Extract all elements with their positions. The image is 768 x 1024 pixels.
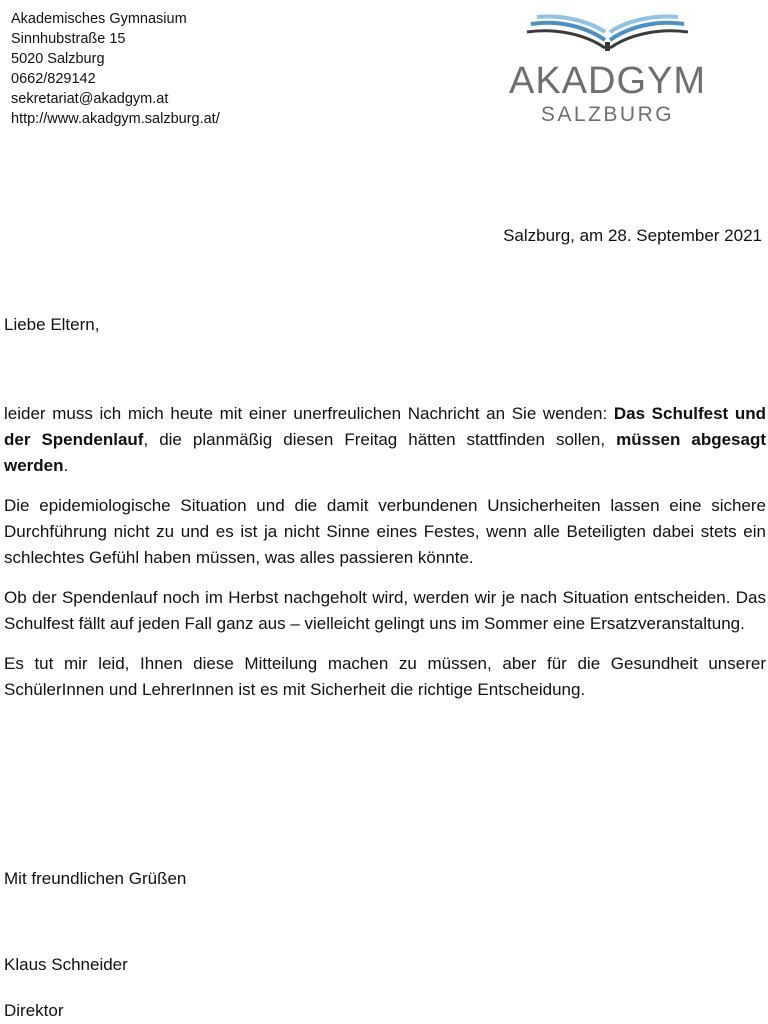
sender-phone: 0662/829142 [11,71,96,87]
sender-school-name: Akademisches Gymnasium [11,11,187,27]
paragraph-1-cancellation: müssen abgesagt werden [4,430,767,475]
open-book-icon [525,14,690,54]
logo-name: AKADGYM [508,60,707,102]
paragraph-4: Es tut mir leid, Ihnen diese Mitteilung machen zu müssen, aber für die Gesundheit unserer SchülerInnen und LehrerInnen ist es mit Sicherheit die richtige Entscheidung. [4,654,766,699]
paragraph-1-middle: , die planmäßig diesen Freitag hätten stattfinden sollen, [143,430,617,449]
paragraph-1-end: . [63,456,69,475]
sender-website: http://www.akadgym.salzburg.at/ [11,111,220,127]
logo-city: SALZBURG [540,103,675,126]
paragraph-1-event-names: Das Schulfest und der Spendenlauf [4,404,766,449]
letter-date: Salzburg, am 28. September 2021 [503,226,762,245]
signer-role: Direktor [4,1001,64,1020]
paragraph-2: Die epidemiologische Situation und die damit verbundenen Unsicherheiten lassen eine sichere Durchführung nicht zu und es ist ja nicht Sinne eines Festes, wenn alle Beteiligten dabei stets ein schlechtes Gefühl haben müssen, was alles passieren könnte. [4,496,766,567]
sender-city: 5020 Salzburg [11,51,105,67]
paragraph-3: Ob der Spendenlauf noch im Herbst nachgeholt wird, werden wir je nach Situation entscheiden. Das Schulfest fällt auf jeden Fall ganz aus – vielleicht gelingt uns im Sommer eine Ersatzveranstaltung. [4,588,766,633]
closing-phrase: Mit freundlichen Grüßen [4,869,187,888]
sender-street: Sinnhubstraße 15 [11,31,126,47]
paragraph-1-intro: leider muss ich mich heute mit einer unerfreulichen Nachricht an Sie wenden: [4,404,614,423]
greeting: Liebe Eltern, [4,315,100,334]
sender-address [11,9,220,129]
signer-name: Klaus Schneider [4,955,128,974]
letter-body [4,401,766,717]
paragraph-1 [4,401,766,479]
sender-email: sekretariat@akadgym.at [11,91,169,107]
school-logo [500,14,715,130]
